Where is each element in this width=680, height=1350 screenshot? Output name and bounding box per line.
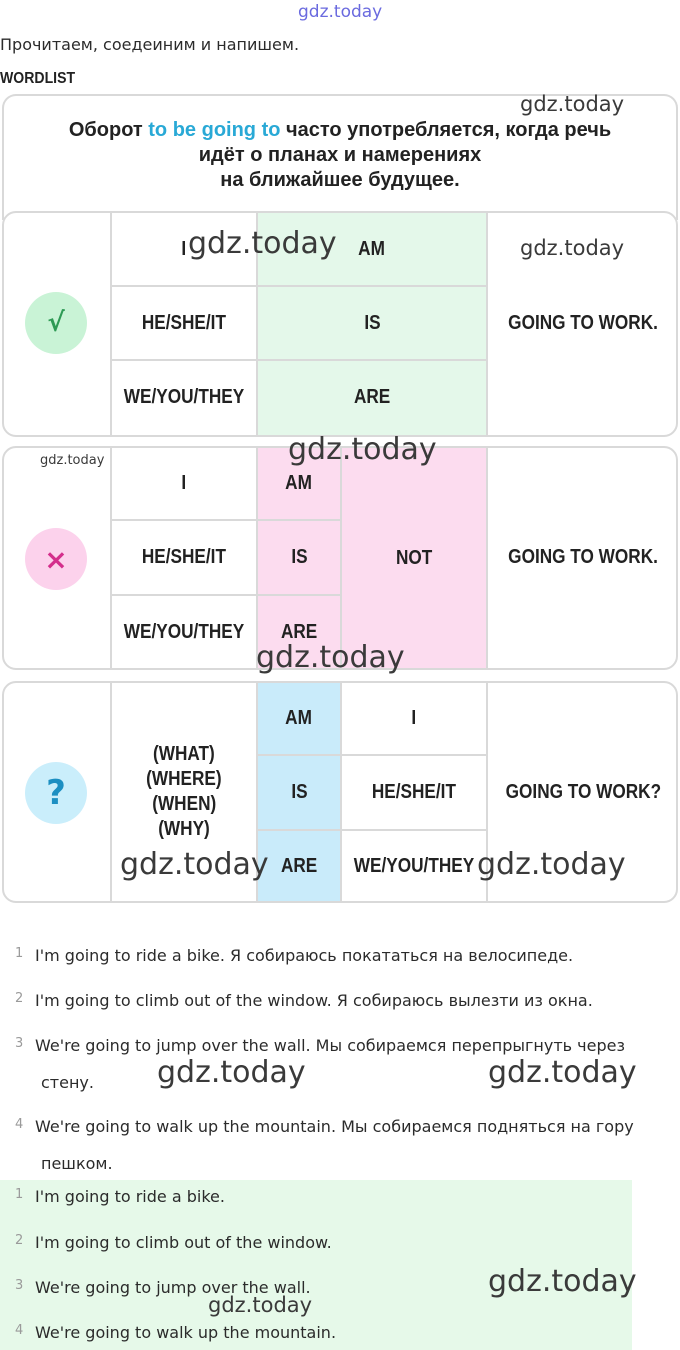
affirmative-verb: ARE: [353, 385, 391, 408]
negative-subject: WE/YOU/THEY: [123, 620, 245, 643]
question-wh-words: (WHAT) (WHERE) (WHEN) (WHY): [146, 743, 222, 840]
question-subject: WE/YOU/THEY: [353, 854, 475, 877]
watermark: gdz.today: [488, 1055, 637, 1090]
answer-item: 2 I'm going to climb out of the window.: [15, 1233, 332, 1252]
affirmative-subject: I: [181, 237, 187, 260]
question-icon: ?: [25, 762, 87, 824]
list-item: 2 I'm going to climb out of the window. Я собираюсь вылезти из окна.: [15, 991, 593, 1010]
rule-text: Оборот to be going to часто употребляется, когда речь идёт о планах и намерениях на ближайшее будущее.: [68, 119, 612, 191]
intro-text: Прочитаем, соедеиним и напишем.: [0, 35, 300, 54]
negative-verb: ARE: [280, 620, 318, 643]
watermark: gdz.today: [520, 92, 625, 116]
watermark: gdz.today: [488, 1264, 637, 1299]
watermark: gdz.today: [157, 1055, 306, 1090]
question-subject: HE/SHE/IT: [371, 781, 457, 803]
negative-ending: GOING TO WORK.: [508, 546, 658, 568]
affirmative-subject: HE/SHE/IT: [141, 311, 227, 334]
watermark: gdz.today: [208, 1293, 313, 1317]
question-subject: I: [411, 707, 417, 729]
question-verb: AM: [285, 707, 313, 729]
affirmative-verb: AM: [358, 237, 386, 260]
affirmative-ending: GOING TO WORK.: [508, 311, 658, 334]
answer-item: 1 I'm going to ride a bike.: [15, 1187, 225, 1206]
negative-subject: HE/SHE/IT: [141, 546, 227, 568]
check-icon: √: [25, 292, 87, 354]
list-item: 4 We're going to walk up the mountain. Мы собираемся подняться на гору пешком.: [15, 1117, 634, 1173]
affirmative-subject: WE/YOU/THEY: [123, 385, 245, 408]
watermark: gdz.today: [477, 847, 626, 882]
watermark: gdz.today: [256, 640, 405, 675]
rule-highlight: to be going to: [148, 119, 281, 141]
question-verb: IS: [290, 781, 308, 803]
negative-not: NOT: [395, 546, 433, 569]
watermark: gdz.today: [520, 236, 625, 260]
negative-subject: I: [181, 472, 187, 494]
list-item: 3 We're going to jump over the wall. Мы собираемся перепрыгнуть через стену.: [15, 1036, 625, 1092]
cross-icon: ×: [25, 528, 87, 590]
answer-item: 4 We're going to walk up the mountain.: [15, 1323, 337, 1342]
affirmative-verb: IS: [363, 311, 381, 334]
negative-verb: AM: [285, 472, 313, 494]
answer-item: 3 We're going to jump over the wall.: [15, 1278, 311, 1297]
section-title: WORDLIST: [0, 70, 76, 87]
watermark: gdz.today: [120, 847, 269, 882]
watermark: gdz.today: [288, 432, 437, 467]
negative-verb: IS: [290, 546, 308, 568]
watermark: gdz.today: [188, 226, 337, 261]
watermark: gdz.today: [298, 2, 383, 22]
question-verb: ARE: [280, 854, 318, 877]
list-item: 1 I'm going to ride a bike. Я собираюсь покататься на велосипеде.: [15, 946, 574, 965]
question-ending: GOING TO WORK?: [505, 781, 661, 803]
watermark: gdz.today: [40, 453, 105, 468]
